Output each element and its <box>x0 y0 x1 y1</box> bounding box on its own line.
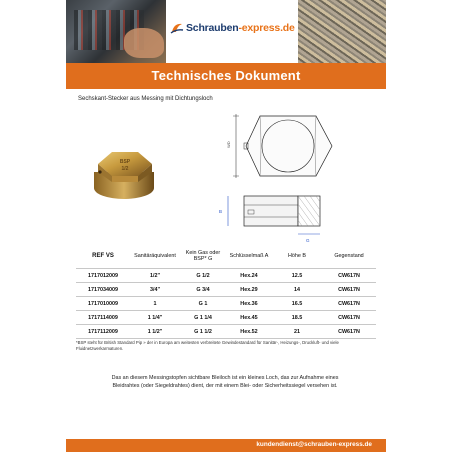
cell-gas: G 1 <box>180 297 226 311</box>
product-subtitle: Sechskant-Stecker aus Messing mit Dichtungsloch <box>78 96 213 102</box>
product-photo <box>84 142 166 206</box>
header-ref: REF VS <box>76 244 130 269</box>
header-gas: Kein Gas oder BSP* G <box>180 244 226 269</box>
document-page <box>66 0 386 452</box>
front-dim-label: WD <box>226 141 231 148</box>
cell-hoehe: 18.5 <box>272 311 322 325</box>
cell-hoehe: 21 <box>272 325 322 339</box>
header-schluessel: Schlüsselmaß A <box>226 244 272 269</box>
header-banner <box>66 0 386 63</box>
table-row <box>76 269 376 283</box>
cell-gegenstand: CW617N <box>322 311 376 325</box>
cell-ref: 1717112009 <box>76 325 130 339</box>
cell-gas: G 1 1/2 <box>180 325 226 339</box>
screws-photo <box>298 0 386 63</box>
cell-schluessel: Hex.36 <box>226 297 272 311</box>
header-hoehe: Höhe B <box>272 244 322 269</box>
cell-ref: 1717034009 <box>76 283 130 297</box>
cell-gegenstand: CW617N <box>322 283 376 297</box>
brand-name: Schrauben-express.de <box>186 22 295 34</box>
cell-gas: G 1 1/4 <box>180 311 226 325</box>
cell-hoehe: 14 <box>272 283 322 297</box>
table-row <box>76 311 376 325</box>
front-view-drawing <box>218 108 350 184</box>
product-stamp-top: BSP <box>119 159 131 165</box>
side-view-drawing <box>212 186 342 244</box>
footnote: *BSP steht für British Standard Pip » der in Europa am weitesten verbreitete Gewindestandard für Sanitär-, Heizungs-, Druckluft- und viele Fluidnetzwerkarmaturen. <box>76 340 339 351</box>
table-header-row <box>76 244 376 269</box>
cell-hoehe: 12.5 <box>272 269 322 283</box>
cell-gas: G 3/4 <box>180 283 226 297</box>
tools-photo <box>66 0 166 63</box>
cell-schluessel: Hex.29 <box>226 283 272 297</box>
cell-ref: 1717012009 <box>76 269 130 283</box>
cell-schluessel: Hex.24 <box>226 269 272 283</box>
header-sanitaer: Sanitäräquivalent <box>130 244 180 269</box>
cell-gegenstand: CW617N <box>322 325 376 339</box>
table-row <box>76 325 376 339</box>
page-title: Technisches Dokument <box>151 68 301 83</box>
table-row <box>76 297 376 311</box>
cell-gegenstand: CW617N <box>322 269 376 283</box>
cell-sanitaer: 1/2" <box>130 269 180 283</box>
cell-ref: 1717010009 <box>76 297 130 311</box>
product-description: Das an diesem Messingstopfen sichtbare Bleiloch ist ein kleines Loch, das zur Aufnahme eines Bleidrahtes (oder Siegeldrahtes) dient, der mit einem Blei- oder Sicherheitssiegel versehen ist. <box>111 375 339 390</box>
cell-sanitaer: 3/4" <box>130 283 180 297</box>
cell-schluessel: Hex.52 <box>226 325 272 339</box>
cell-hoehe: 16.5 <box>272 297 322 311</box>
side-dim-g-label: G <box>306 238 310 243</box>
cell-sanitaer: 1 1/2" <box>130 325 180 339</box>
spec-table <box>76 244 376 339</box>
cell-schluessel: Hex.45 <box>226 311 272 325</box>
product-stamp-bottom: 1/2 <box>121 166 129 172</box>
cell-sanitaer: 1 1/4" <box>130 311 180 325</box>
table-row <box>76 283 376 297</box>
cell-ref: 1717114009 <box>76 311 130 325</box>
cell-gegenstand: CW617N <box>322 297 376 311</box>
side-dim-b-label: B <box>219 209 223 214</box>
footer-bar <box>66 439 386 452</box>
header-gegenstand: Gegenstand <box>322 244 376 269</box>
footer-email: kundendienst@schrauben-express.de <box>256 441 372 448</box>
brand-logo <box>166 0 298 63</box>
title-bar <box>66 63 386 89</box>
hand-image <box>124 28 164 58</box>
cell-gas: G 1/2 <box>180 269 226 283</box>
cell-sanitaer: 1 <box>130 297 180 311</box>
logo-icon <box>170 21 184 35</box>
